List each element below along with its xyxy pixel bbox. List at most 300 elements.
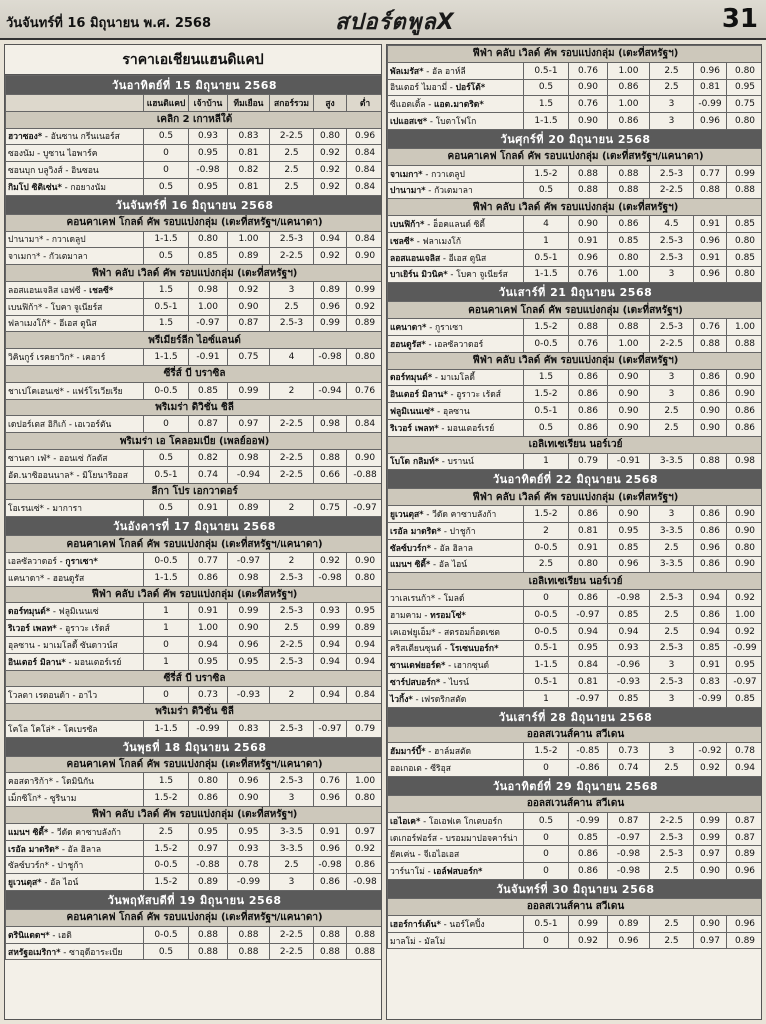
match-row — [388, 453, 763, 470]
home-odds: 0.95 — [189, 653, 228, 670]
match-row — [388, 113, 763, 130]
league-heading-row — [6, 670, 383, 687]
over-odds: 0.86 — [694, 522, 727, 539]
under-odds: 0.94 — [727, 760, 763, 777]
away-odds: 1.00 — [608, 96, 650, 113]
handicap-value: 1.5-2 — [144, 790, 189, 807]
league-heading-row — [6, 365, 383, 382]
away-odds: 0.73 — [608, 743, 650, 760]
match-teams — [388, 403, 524, 420]
team-separator: - — [432, 373, 441, 384]
total-goals: 2-2.5 — [270, 416, 314, 433]
home-odds: 0.73 — [189, 687, 228, 704]
home-odds: 0.94 — [569, 623, 608, 640]
team-separator: - — [445, 661, 454, 672]
date-heading: วันอาทิตย์ที่ 15 มิถุนายน 2568 — [6, 76, 383, 95]
home-team: จาเมกา* — [8, 252, 41, 263]
total-goals: 2.5-3 — [650, 829, 694, 846]
league-heading-row — [6, 111, 383, 128]
away-odds: 0.90 — [608, 386, 650, 403]
home-team: ปานามา* — [390, 186, 426, 197]
over-odds: -0.98 — [314, 857, 347, 874]
team-separator: - — [422, 169, 432, 180]
date-heading-row — [6, 891, 383, 910]
away-odds: 0.88 — [608, 182, 650, 199]
league-heading: คอนคาเคฟ โกลด์ คัพ รอบแบ่งกลุ่ม (เตะที่สหรัฐฯ/แคนาดา) — [6, 910, 383, 927]
away-odds: -0.98 — [608, 590, 650, 607]
over-odds: 0.92 — [314, 248, 347, 265]
league-heading-row — [6, 756, 383, 773]
under-odds: 0.80 — [727, 266, 763, 283]
under-odds: 0.92 — [727, 590, 763, 607]
handicap-value: 0.5-1 — [524, 640, 569, 657]
total-goals: 2.5 — [650, 606, 694, 623]
match-row — [6, 720, 383, 737]
home-odds: 0.77 — [189, 552, 228, 569]
under-odds: 0.94 — [347, 653, 383, 670]
over-odds: 0.90 — [694, 419, 727, 436]
handicap-value: 0 — [144, 687, 189, 704]
total-goals: 2.5 — [650, 863, 694, 880]
over-odds: 0.86 — [694, 369, 727, 386]
team-separator: - — [42, 132, 51, 143]
over-odds: 0.91 — [694, 216, 727, 233]
home-odds: 0.93 — [189, 128, 228, 145]
away-team: ซูรินาม — [49, 794, 77, 805]
away-team: มัลโม่ — [424, 936, 446, 947]
home-odds: 0.79 — [569, 453, 608, 470]
over-odds: 0.85 — [694, 640, 727, 657]
match-teams — [388, 640, 524, 657]
match-teams — [6, 620, 144, 637]
under-odds: 0.89 — [347, 315, 383, 332]
home-team: อินเตอร์ มิลาน* — [8, 657, 66, 668]
away-team: ซีริอุส — [430, 764, 451, 775]
team-separator: - — [424, 867, 434, 878]
home-team: เม็กซิโก* — [8, 794, 42, 805]
total-goals: 3-3.5 — [270, 840, 314, 857]
away-odds: -0.96 — [608, 657, 650, 674]
over-odds: -0.99 — [694, 96, 727, 113]
under-odds: 0.95 — [347, 603, 383, 620]
match-teams — [388, 249, 524, 266]
handicap-value: 0-0.5 — [524, 539, 569, 556]
league-heading-row — [6, 332, 383, 349]
over-odds: 0.83 — [694, 674, 727, 691]
match-teams — [6, 128, 144, 145]
over-odds: 0.90 — [694, 915, 727, 932]
league-heading: เคลิก 2 เกาหลีใต้ — [6, 111, 383, 128]
home-odds: 1.00 — [189, 620, 228, 637]
home-team: เอลซัลวาดอร์ — [8, 556, 57, 567]
over-odds: 0.96 — [694, 539, 727, 556]
match-row — [388, 522, 763, 539]
handicap-value: 0-0.5 — [144, 552, 189, 569]
home-odds: -0.98 — [189, 162, 228, 179]
match-teams — [388, 386, 524, 403]
handicap-value: 1-1.5 — [144, 569, 189, 586]
match-teams — [388, 590, 524, 607]
column-header: ทีมเยือน — [228, 95, 270, 112]
under-odds: 0.99 — [347, 281, 383, 298]
home-odds: 0.86 — [569, 386, 608, 403]
away-odds: 0.86 — [608, 79, 650, 96]
league-heading-row — [6, 586, 383, 603]
away-team: วีดัด คาซาบลังก้า — [432, 510, 497, 521]
team-separator: - — [48, 827, 57, 838]
date-heading: วันพฤหัสบดีที่ 19 มิถุนายน 2568 — [6, 891, 383, 910]
match-row — [388, 932, 763, 949]
total-goals: 3 — [650, 506, 694, 523]
newspaper-logo: สปอร์ตพูลX — [335, 10, 455, 35]
over-odds: 0.90 — [694, 403, 727, 420]
home-odds: 0.86 — [189, 569, 228, 586]
away-team: อาไว — [78, 691, 98, 702]
total-goals: 2.5-3 — [270, 653, 314, 670]
home-odds: 0.86 — [569, 506, 608, 523]
match-teams — [388, 266, 524, 283]
match-teams — [388, 165, 524, 182]
over-odds: 0.96 — [694, 266, 727, 283]
home-odds: 0.85 — [189, 248, 228, 265]
match-teams — [388, 113, 524, 130]
match-teams — [6, 926, 144, 943]
match-row — [388, 623, 763, 640]
over-odds: 0.92 — [314, 178, 347, 195]
match-row — [6, 500, 383, 517]
away-odds: 0.95 — [228, 653, 270, 670]
away-odds: 0.90 — [608, 403, 650, 420]
under-odds: 0.88 — [347, 943, 383, 960]
team-separator: - — [441, 644, 451, 655]
home-odds: 0.95 — [189, 145, 228, 162]
match-teams — [388, 674, 524, 691]
league-heading-row — [388, 46, 763, 63]
away-odds: 0.90 — [228, 620, 270, 637]
away-odds: 0.98 — [228, 569, 270, 586]
team-separator: - — [56, 556, 66, 567]
handicap-value: 4 — [524, 216, 569, 233]
column-header-row — [6, 95, 383, 112]
home-odds: 0.95 — [189, 823, 228, 840]
match-row — [388, 812, 763, 829]
page-title: ราคาเอเชียนแฮนดิแคป — [5, 45, 381, 75]
away-team: ไบรน์ — [448, 677, 469, 688]
handicap-value: 1 — [524, 453, 569, 470]
league-heading: ฟีฟ่า คลับ เวิลด์ คัพ รอบแบ่งกลุ่ม (เตะที่สหรัฐฯ) — [388, 199, 763, 216]
handicap-value: 0 — [524, 932, 569, 949]
away-odds: 0.94 — [608, 623, 650, 640]
home-team: ฟลาเมงโก้* — [8, 319, 51, 330]
home-team: วิคินกูร์ เรคยาวิก* — [8, 353, 74, 364]
total-goals: 2-2.5 — [270, 449, 314, 466]
team-separator: - — [426, 323, 435, 334]
under-odds: 0.80 — [727, 62, 763, 79]
total-goals: 2.5 — [270, 857, 314, 874]
right-column — [386, 44, 762, 1020]
handicap-value: 1.5 — [144, 773, 189, 790]
match-row — [388, 829, 763, 846]
home-team: ซัลซ์บวร์ก* — [390, 543, 432, 554]
team-separator: - — [80, 285, 90, 296]
league-heading-row — [6, 214, 383, 231]
team-separator: - — [53, 777, 62, 788]
date-heading-row — [388, 283, 763, 302]
over-odds: -0.94 — [314, 382, 347, 399]
over-odds: 0.97 — [694, 846, 727, 863]
over-odds: 0.77 — [694, 165, 727, 182]
match-row — [388, 640, 763, 657]
match-teams — [6, 349, 144, 366]
over-odds: 0.97 — [694, 932, 727, 949]
total-goals: 2.5 — [650, 915, 694, 932]
masthead — [0, 0, 766, 40]
under-odds: 0.89 — [727, 846, 763, 863]
handicap-value: 1.5-2 — [144, 874, 189, 891]
league-heading-row — [6, 399, 383, 416]
away-odds: 0.93 — [228, 840, 270, 857]
home-odds: 0.76 — [569, 335, 608, 352]
match-teams — [388, 932, 524, 949]
over-odds: 0.91 — [314, 823, 347, 840]
handicap-value: 0.5-1 — [524, 915, 569, 932]
home-team: ดอร์ทมุนด์* — [8, 607, 51, 618]
away-odds: -0.98 — [608, 846, 650, 863]
under-odds: 0.85 — [727, 216, 763, 233]
away-team: เอลซัลวาดอร์ — [434, 339, 484, 350]
match-teams — [388, 743, 524, 760]
away-odds: 0.97 — [228, 416, 270, 433]
under-odds: 0.88 — [727, 335, 763, 352]
date-heading-row — [388, 880, 763, 899]
match-teams — [6, 281, 144, 298]
away-team: โบคา จูเนียร์ส — [50, 302, 103, 313]
home-odds: 0.82 — [189, 449, 228, 466]
handicap-value: 1 — [144, 653, 189, 670]
handicap-value: 1.5 — [144, 281, 189, 298]
away-odds: 0.96 — [228, 773, 270, 790]
league-heading: เอลิเทเซเรียน นอร์เวย์ — [388, 573, 763, 590]
under-odds: 0.92 — [727, 623, 763, 640]
under-odds: 0.92 — [347, 840, 383, 857]
over-odds: 0.92 — [314, 162, 347, 179]
under-odds: 0.88 — [347, 926, 383, 943]
match-row — [6, 620, 383, 637]
under-odds: -0.98 — [347, 874, 383, 891]
over-odds: 0.94 — [314, 231, 347, 248]
home-odds: 0.91 — [569, 539, 608, 556]
total-goals: 3 — [650, 113, 694, 130]
total-goals: 2-2.5 — [650, 812, 694, 829]
home-odds: 0.80 — [189, 773, 228, 790]
away-odds: 0.88 — [608, 319, 650, 336]
away-team: กัวเตมาลา — [48, 252, 88, 263]
away-team: ปาชูก้า — [449, 526, 476, 537]
handicap-value: 0.5 — [144, 449, 189, 466]
under-odds: -0.97 — [347, 500, 383, 517]
total-goals: 2-2.5 — [650, 182, 694, 199]
over-odds: 0.99 — [694, 812, 727, 829]
away-odds: 0.85 — [608, 232, 650, 249]
team-separator: - — [415, 850, 424, 861]
total-goals: 2.5 — [650, 760, 694, 777]
away-team: กูราเซา* — [65, 556, 98, 567]
handicap-value: 0.5 — [144, 943, 189, 960]
match-row — [388, 419, 763, 436]
away-odds: 0.88 — [608, 165, 650, 182]
league-heading-row — [388, 148, 763, 165]
match-teams — [388, 216, 524, 233]
handicap-value: 2.5 — [524, 556, 569, 573]
match-teams — [6, 840, 144, 857]
team-separator: - — [440, 919, 450, 930]
handicap-value: 0 — [144, 636, 189, 653]
over-odds: -0.98 — [314, 569, 347, 586]
team-separator: - — [50, 319, 60, 330]
league-heading: ฟีฟ่า คลับ เวิลด์ คัพ รอบแบ่งกลุ่ม (เตะที่สหรัฐฯ) — [6, 265, 383, 282]
under-odds: 0.86 — [727, 403, 763, 420]
column-header: เจ้าบ้าน — [189, 95, 228, 112]
home-team: ลอสแอนเจลิส เอฟซี — [8, 285, 81, 296]
home-odds: 0.89 — [189, 874, 228, 891]
left-column — [4, 44, 382, 1020]
team-separator: - — [60, 947, 70, 958]
team-separator: - — [424, 220, 433, 231]
home-team: ฮอนดูรัส* — [390, 339, 426, 350]
total-goals: 3 — [270, 874, 314, 891]
team-separator: - — [425, 747, 435, 758]
under-odds: 0.78 — [727, 743, 763, 760]
away-team: กวาเดลูป — [51, 235, 86, 246]
away-odds: 0.92 — [228, 281, 270, 298]
team-separator: - — [430, 560, 439, 571]
under-odds: 0.89 — [347, 620, 383, 637]
total-goals: 2.5 — [270, 620, 314, 637]
home-odds: 0.97 — [189, 840, 228, 857]
over-odds: 0.99 — [694, 829, 727, 846]
away-team: มอนเตอร์เรย์ — [447, 423, 495, 434]
match-teams — [6, 653, 144, 670]
over-odds: 0.96 — [314, 790, 347, 807]
handicap-value: 0.5-1 — [524, 674, 569, 691]
away-team: มาการา — [52, 504, 83, 515]
over-odds: 0.81 — [694, 79, 727, 96]
over-odds: 0.86 — [694, 386, 727, 403]
team-separator: - — [441, 526, 450, 537]
away-odds: -0.99 — [228, 874, 270, 891]
over-odds: 0.99 — [314, 620, 347, 637]
match-row — [388, 79, 763, 96]
match-row — [388, 539, 763, 556]
team-separator: - — [415, 936, 425, 947]
home-team: เคเอฟยูเอ็ม* — [390, 627, 436, 638]
total-goals: 4 — [270, 349, 314, 366]
total-goals: 3 — [650, 369, 694, 386]
away-odds: 0.74 — [608, 760, 650, 777]
handicap-value: 0.5-1 — [144, 466, 189, 483]
under-odds: 0.87 — [727, 812, 763, 829]
home-odds: 0.94 — [189, 636, 228, 653]
league-heading-row — [388, 436, 763, 453]
team-separator: - — [423, 66, 433, 77]
away-odds: 0.90 — [608, 419, 650, 436]
away-odds: -0.93 — [228, 687, 270, 704]
away-odds: 0.83 — [228, 720, 270, 737]
over-odds: 0.88 — [314, 943, 347, 960]
team-separator: - — [34, 640, 44, 651]
under-odds: 0.85 — [727, 690, 763, 707]
match-row — [6, 449, 383, 466]
away-team: มาเมโลดี้ ซันดาวน์ส — [43, 640, 118, 651]
home-team: ตรินิแดดฯ* — [8, 930, 50, 941]
away-team: สตรอมก็อดเซต — [443, 627, 500, 638]
away-odds: 0.83 — [228, 128, 270, 145]
match-row — [6, 653, 383, 670]
over-odds: 0.88 — [314, 926, 347, 943]
match-row — [388, 182, 763, 199]
away-odds: 0.85 — [608, 606, 650, 623]
away-odds: 0.78 — [228, 857, 270, 874]
home-odds: 0.92 — [569, 932, 608, 949]
handicap-value: 1.5 — [524, 369, 569, 386]
match-row — [6, 926, 383, 943]
league-heading-row — [6, 807, 383, 824]
away-team: อัล อาห์ลี — [432, 66, 466, 77]
home-team: เฮอร์การ์เด้น* — [390, 919, 441, 930]
away-team: มิโยนาริออส — [82, 470, 128, 481]
match-teams — [388, 863, 524, 880]
under-odds: 0.84 — [347, 231, 383, 248]
away-odds: -0.97 — [608, 829, 650, 846]
match-row — [388, 657, 763, 674]
home-team: ซัลซ์บวร์ก* — [8, 861, 49, 872]
column-header: สูง — [314, 95, 347, 112]
under-odds: 0.79 — [347, 720, 383, 737]
home-odds: 0.91 — [189, 500, 228, 517]
total-goals: 2-2.5 — [270, 636, 314, 653]
match-row — [6, 416, 383, 433]
match-teams — [388, 606, 524, 623]
handicap-value: 0.5 — [144, 500, 189, 517]
home-odds: -0.99 — [189, 720, 228, 737]
handicap-value: 0-0.5 — [524, 606, 569, 623]
under-odds: 0.90 — [347, 552, 383, 569]
match-row — [388, 674, 763, 691]
team-separator: - — [42, 302, 51, 313]
away-team: โบตาโฟโก — [435, 117, 477, 128]
under-odds: 1.00 — [727, 606, 763, 623]
total-goals: 3 — [650, 690, 694, 707]
date-heading-row — [388, 470, 763, 489]
home-odds: 0.87 — [189, 416, 228, 433]
team-separator: - — [65, 657, 75, 668]
total-goals: 4.5 — [650, 216, 694, 233]
under-odds: 0.87 — [727, 829, 763, 846]
match-teams — [388, 760, 524, 777]
home-team: มาลโม่ — [390, 936, 416, 947]
home-team: ซองนัม — [8, 149, 35, 160]
date-heading: วันศุกร์ที่ 20 มิถุนายน 2568 — [388, 129, 763, 148]
match-teams — [6, 162, 144, 179]
match-row — [388, 606, 763, 623]
over-odds: 0.96 — [314, 298, 347, 315]
under-odds: 0.86 — [727, 419, 763, 436]
total-goals: 2.5-3 — [650, 590, 694, 607]
home-team: ปานามา* — [8, 235, 44, 246]
total-goals: 2.5-3 — [650, 640, 694, 657]
league-heading: ฟีฟ่า คลับ เวิลด์ คัพ รอบแบ่งกลุ่ม (เตะที่สหรัฐฯ) — [388, 489, 763, 506]
handicap-value: 1 — [144, 603, 189, 620]
